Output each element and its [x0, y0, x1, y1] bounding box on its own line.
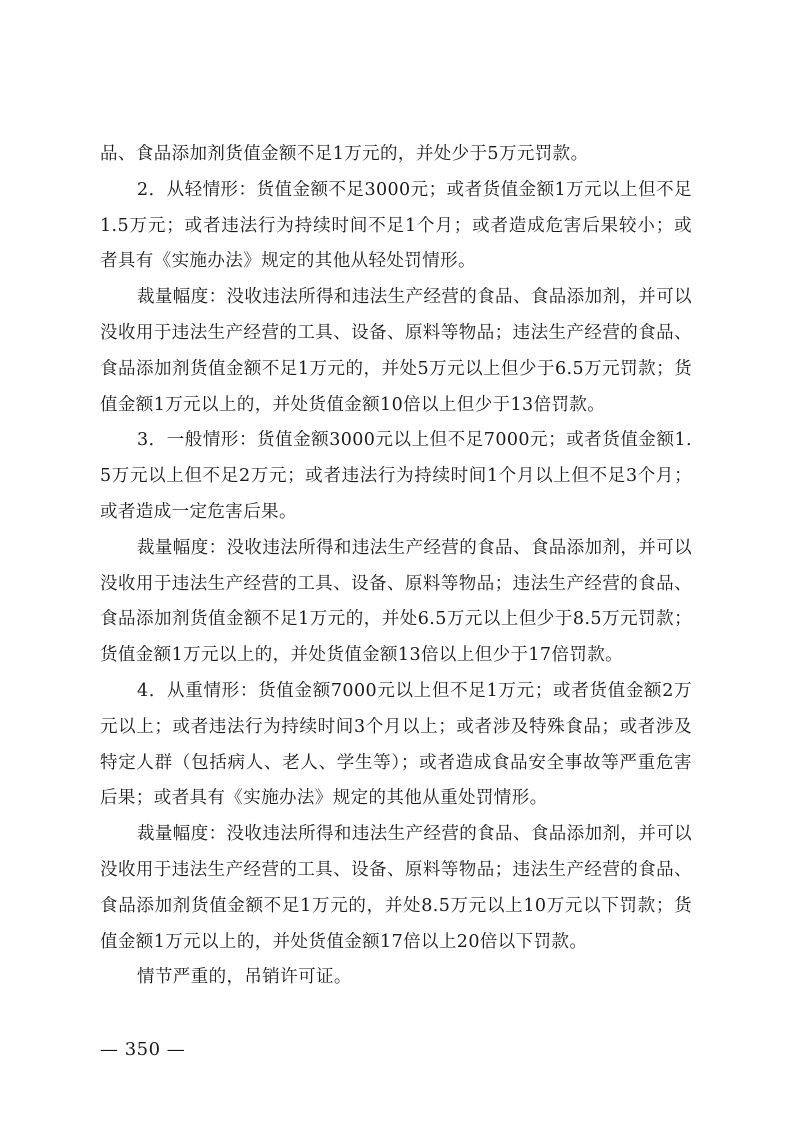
paragraph-lenient-discretion: 裁量幅度：没收违法所得和违法生产经营的食品、食品添加剂，并可以没收用于违法生产经营的工具、设备、原料等物品；违法生产经营的食品、食品添加剂货值金额不足1万元的，并处5万元以上但少于6.5万元罚款；货值金额1万元以上的，并处货值金额10倍以上但少于13倍罚款。 — [100, 287, 692, 415]
document-body — [100, 137, 692, 996]
paragraph-general-discretion: 裁量幅度：没收违法所得和违法生产经营的食品、食品添加剂，并可以没收用于违法生产经营的工具、设备、原料等物品；违法生产经营的食品、食品添加剂货值金额不足1万元的，并处6.5万元以上但少于8.5万元罚款；货值金额1万元以上的，并处货值金额13倍以上但少于17倍罚款。 — [100, 537, 692, 666]
page-number: — 350 — — [100, 1039, 186, 1060]
paragraph-continuation: 品、食品添加剂货值金额不足1万元的，并处少于5万元罚款。 — [100, 144, 589, 164]
paragraph-severe-circumstances: 4．从重情形：货值金额7000元以上但不足1万元；或者货值金额2万元以上；或者违法行为持续时间3个月以上；或者涉及特殊食品；或者涉及特定人群（包括病人、老人、学生等）；或者造成食品安全事故等严重危害后果；或者具有《实施办法》规定的其他从重处罚情形。 — [100, 680, 692, 809]
paragraph-general-circumstances: 3．一般情形：货值金额3000元以上但不足7000元；或者货值金额1.5万元以上但不足2万元；或者违法行为持续时间1个月以上但不足3个月；或者造成一定危害后果。 — [100, 430, 692, 522]
paragraph-license-revocation: 情节严重的，吊销许可证。 — [137, 967, 352, 988]
paragraph-lenient-circumstances: 2．从轻情形：货值金额不足3000元；或者货值金额1万元以上但不足1.5万元；或者违法行为持续时间不足1个月；或者造成危害后果较小；或者具有《实施办法》规定的其他从轻处罚情形。 — [100, 179, 692, 272]
paragraph-severe-discretion: 裁量幅度：没收违法所得和违法生产经营的食品、食品添加剂，并可以没收用于违法生产经营的工具、设备、原料等物品；违法生产经营的食品、食品添加剂货值金额不足1万元的，并处8.5万元以上10万元以下罚款；货值金额1万元以上的，并处货值金额17倍以上20倍以下罚款。 — [100, 824, 692, 952]
